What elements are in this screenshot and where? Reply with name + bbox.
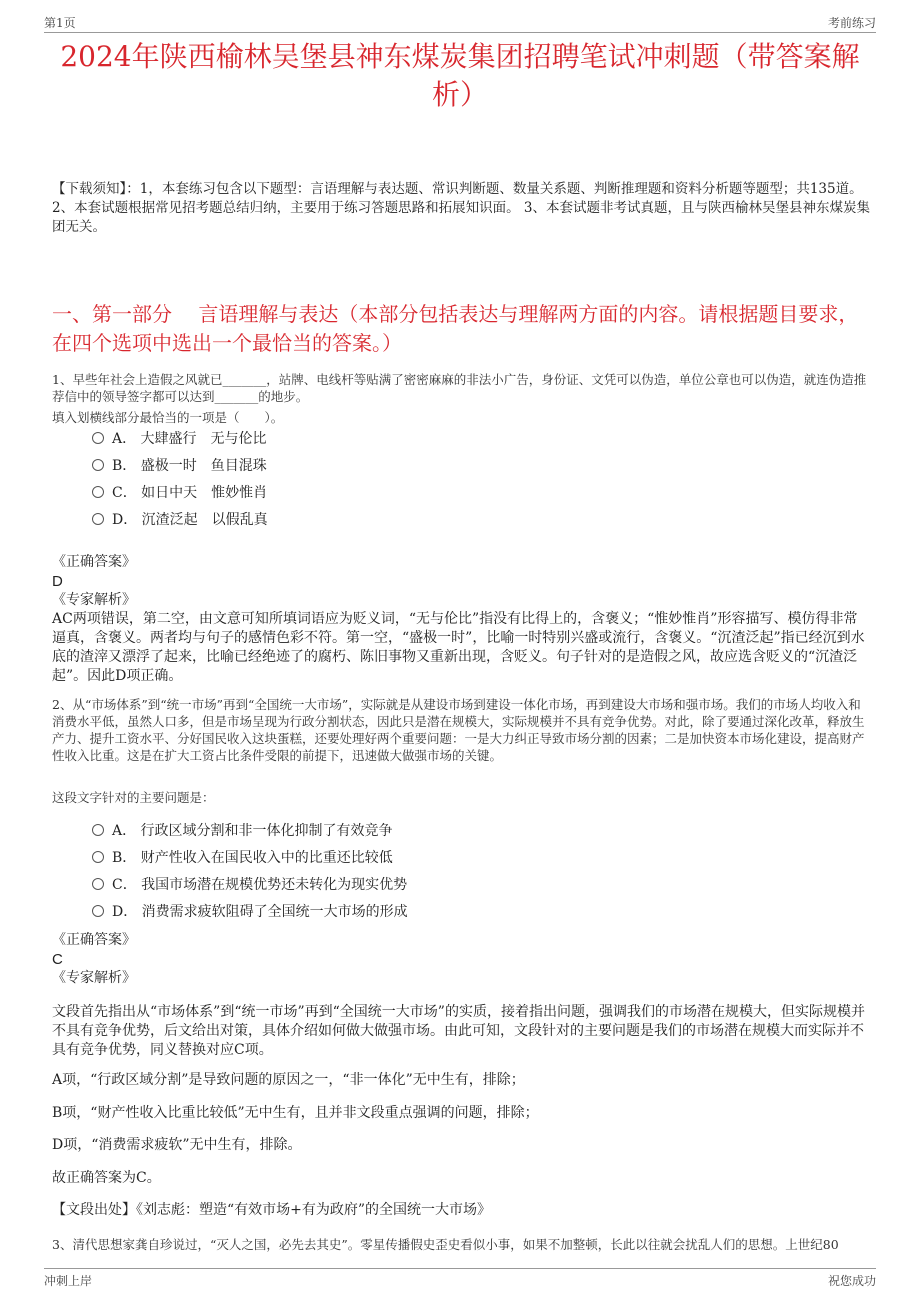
answer-value: D	[52, 573, 63, 590]
question-1-option-a[interactable]: A． 大肆盛行 无与伦比	[92, 426, 870, 453]
section-heading: 一、第一部分 言语理解与表达（本部分包括表达与理解两方面的内容。请根据题目要求，在四个选项中选出一个最恰当的答案。）	[52, 302, 859, 355]
header-divider	[44, 32, 876, 33]
radio-icon[interactable]	[92, 513, 104, 525]
analysis-paragraph-4: D项，“消费需求疲软”无中生有，排除。	[52, 1137, 302, 1153]
answer-value: C	[52, 951, 63, 968]
question-1-prompt: 填入划横线部分最恰当的一项是（ ）。	[52, 410, 284, 425]
footer-divider	[44, 1268, 876, 1269]
question-2-answer-block	[52, 931, 870, 988]
header-right-label: 考前练习	[827, 16, 876, 30]
question-2-option-c[interactable]: C． 我国市场潜在规模优势还未转化为现实优势	[92, 872, 870, 899]
answer-label: 《正确答案》	[52, 932, 136, 948]
analysis-text: AC两项错误，第二空，由文意可知所填词语应为贬义词，“无与伦比”指没有比得上的，含褒义；“惟妙惟肖”形容描写、模仿得非常逼真，含褒义。两者均与句子的感情色彩不符。第一空，“盛极一时”，比喻一时特别兴盛或流行，含褒义。“沉渣泛起”指已经沉到水底的渣滓又漂浮了起来，比喻已经绝迹了的腐朽、陈旧事物又重新出现，含贬义。句子针对的是造假之风，故应选含贬义的“沉渣泛起”。因此D项正确。	[52, 611, 865, 684]
question-2-option-a[interactable]: A． 行政区域分割和非一体化抑制了有效竞争	[92, 818, 870, 845]
question-2-stem: 2、从“市场体系”到“统一市场”再到“全国统一大市场”，实际就是从建设市场到建设一体化市场，再到建设大市场和强市场。我们的市场人均收入和消费水平低，虽然人口多，但是市场呈现为行政分割状态，因此只是潜在规模大，实际规模并不具有竞争优势。对此，除了要通过深化改革，释放生产力、提升工资水平、分好国民收入这块蛋糕，还要处理好两个重要问题：一是大力纠正导致市场分割的因素；二是加快资本市场化建设，提高财产性收入比重。这是在扩大工资占比条件受限的前提下，迅速做大做强市场的关键。	[52, 697, 865, 763]
analysis-paragraph-3: B项，“财产性收入比重比较低”无中生有，且并非文段重点强调的问题，排除；	[52, 1105, 539, 1121]
page-header	[44, 14, 876, 32]
question-2-option-d[interactable]: D． 消费需求疲软阻碍了全国统一大市场的形成	[92, 899, 870, 926]
question-1-options	[92, 426, 870, 534]
source-citation: 【文段出处】《刘志彪：塑造“有效市场+有为政府”的全国统一大市场》	[52, 1202, 492, 1218]
download-notice: 【下载须知】：1，本套练习包含以下题型：言语理解与表达题、常识判断题、数量关系题、判断推理题和资料分析题等题型；共135道。 2、本套试题根据常见招考题总结归纳，主要用于练习答题思路和拓展知识面。 3、本套试题非考试真题，且与陕西榆林吴堡县神东煤炭集团无关。	[52, 181, 870, 235]
radio-icon[interactable]	[92, 432, 104, 444]
document-title: 2024年陕西榆林吴堡县神东煤炭集团招聘笔试冲刺题（带答案解析）	[60, 40, 860, 111]
analysis-label: 《专家解析》	[52, 592, 136, 608]
analysis-label: 《专家解析》	[52, 970, 136, 986]
question-2-options	[92, 818, 870, 926]
radio-icon[interactable]	[92, 459, 104, 471]
analysis-paragraph-1: 文段首先指出从“市场体系”到“统一市场”再到“全国统一大市场”的实质，接着指出问题，强调我们的市场潜在规模大，但实际规模并不具有竞争优势，后文给出对策，具体介绍如何做大做强市场。由此可知，文段针对的主要问题是我们的市场潜在规模大而实际并不具有竞争优势，同义替换对应C项。	[52, 1004, 865, 1058]
question-1-stem: 1、早些年社会上造假之风就已_______，站牌、电线杆等贴满了密密麻麻的非法小广告，身份证、文凭可以伪造，单位公章也可以伪造，就连伪造推荐信中的领导签字都可以达到_______的地步。	[52, 372, 867, 404]
page-footer	[44, 1272, 876, 1290]
question-2-option-b[interactable]: B． 财产性收入在国民收入中的比重还比较低	[92, 845, 870, 872]
question-1-option-d[interactable]: D． 沉渣泛起 以假乱真	[92, 507, 870, 534]
page-number: 第1页	[44, 16, 76, 30]
radio-icon[interactable]	[92, 878, 104, 890]
radio-icon[interactable]	[92, 824, 104, 836]
radio-icon[interactable]	[92, 486, 104, 498]
analysis-paragraph-2: A项，“行政区域分割”是导致问题的原因之一，“非一体化”无中生有，排除；	[52, 1072, 525, 1088]
question-2-prompt: 这段文字针对的主要问题是：	[52, 790, 215, 805]
answer-label: 《正确答案》	[52, 554, 136, 570]
question-1-option-c[interactable]: C． 如日中天 惟妙惟肖	[92, 480, 870, 507]
radio-icon[interactable]	[92, 905, 104, 917]
radio-icon[interactable]	[92, 851, 104, 863]
question-1-option-b[interactable]: B． 盛极一时 鱼目混珠	[92, 453, 870, 480]
question-3-stem: 3、清代思想家龚自珍说过，“灭人之国，必先去其史”。零星传播假史歪史看似小事，如果不加整顿，长此以往就会扰乱人们的思想。上世纪80	[52, 1237, 839, 1252]
footer-left-label: 冲刺上岸	[44, 1274, 93, 1288]
question-1-answer-block	[52, 553, 870, 686]
footer-right-label: 祝您成功	[827, 1274, 876, 1288]
analysis-paragraph-5: 故正确答案为C。	[52, 1170, 161, 1186]
